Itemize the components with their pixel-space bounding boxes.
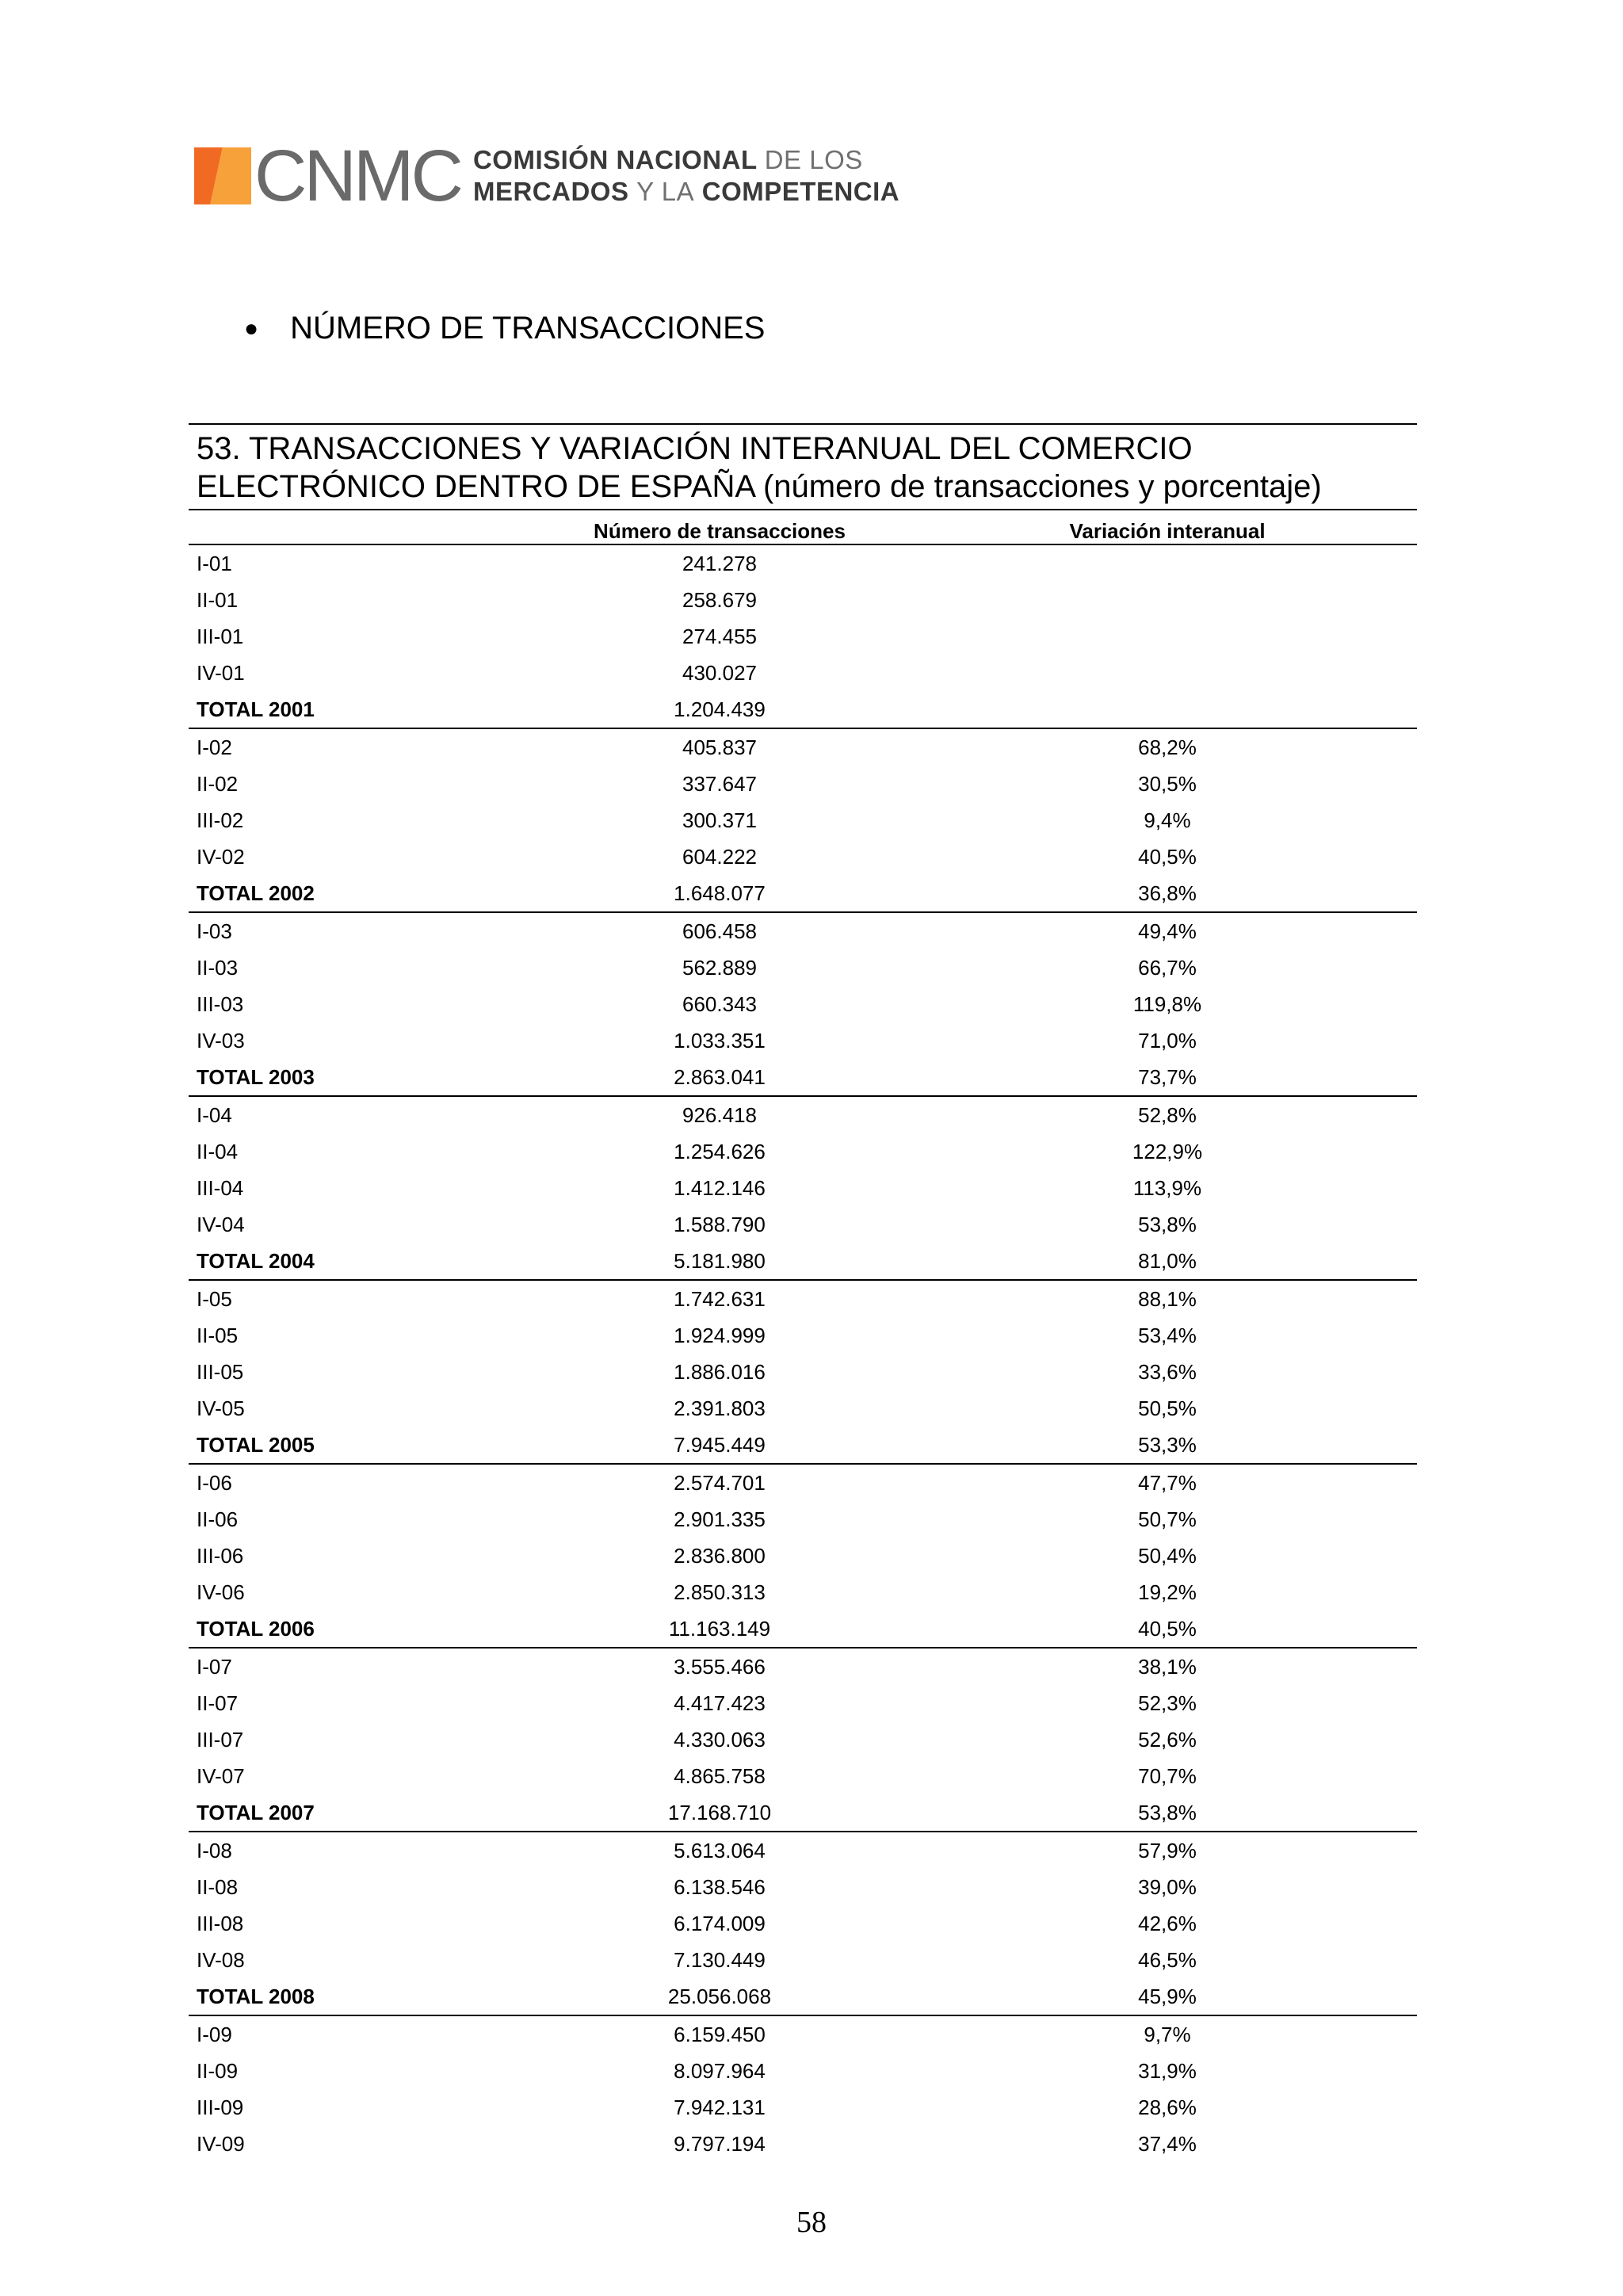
transactions-cell: 1.742.631 — [674, 1286, 766, 1311]
period-cell: III-08 — [197, 1911, 244, 1935]
variation-cell — [918, 618, 1417, 655]
period-cell: II-07 — [197, 1690, 239, 1715]
period-cell: I-09 — [197, 2022, 232, 2046]
period-cell: IV-08 — [197, 1947, 245, 1972]
transactions-cell: 2.863.041 — [521, 1059, 918, 1096]
transactions-cell: 405.837 — [682, 735, 757, 759]
transactions-cell: 1.412.146 — [674, 1175, 766, 1200]
transactions-cell: 2.850.313 — [674, 1580, 766, 1604]
table-row — [189, 986, 1417, 1022]
transactions-cell: 4.330.063 — [674, 1727, 766, 1752]
transactions-cell: 2.391.803 — [674, 1396, 766, 1420]
transactions-cell: 6.138.546 — [674, 1874, 766, 1899]
section-bullet — [244, 311, 765, 346]
table-total-row — [189, 1610, 1417, 1648]
table-row — [189, 582, 1417, 618]
variation-cell: 33,6% — [1138, 1359, 1197, 1384]
table-row — [189, 1869, 1417, 1905]
variation-cell: 70,7% — [1138, 1763, 1197, 1788]
transactions-cell: 3.555.466 — [674, 1654, 766, 1679]
period-cell: TOTAL 2008 — [189, 1978, 521, 2015]
transactions-cell: 2.836.800 — [674, 1543, 766, 1568]
table-row — [189, 1464, 1417, 1501]
variation-cell — [918, 691, 1417, 728]
transactions-cell: 337.647 — [682, 771, 757, 796]
table-total-row — [189, 1978, 1417, 2015]
table-row — [189, 1905, 1417, 1942]
period-cell: I-05 — [197, 1286, 232, 1311]
transactions-cell: 1.588.790 — [674, 1212, 766, 1236]
period-cell: III-09 — [197, 2095, 244, 2119]
table-row — [189, 1022, 1417, 1059]
period-cell: III-05 — [197, 1359, 244, 1384]
transactions-cell: 660.343 — [682, 991, 757, 1016]
transactions-cell: 11.163.149 — [521, 1610, 918, 1648]
variation-cell: 45,9% — [918, 1978, 1417, 2015]
period-cell: TOTAL 2005 — [189, 1427, 521, 1464]
transactions-cell: 5.181.980 — [521, 1243, 918, 1280]
table-row — [189, 544, 1417, 582]
variation-cell: 38,1% — [1138, 1654, 1197, 1679]
transactions-cell: 1.204.439 — [521, 691, 918, 728]
variation-cell — [918, 582, 1417, 618]
table-header-row — [189, 510, 1417, 544]
period-cell: II-06 — [197, 1507, 239, 1531]
period-cell: II-09 — [197, 2058, 239, 2083]
transactions-cell: 1.648.077 — [521, 875, 918, 912]
period-cell: IV-09 — [197, 2131, 245, 2156]
period-cell: I-03 — [197, 919, 232, 943]
variation-cell: 119,8% — [1132, 991, 1202, 1016]
period-cell: IV-03 — [197, 1028, 245, 1052]
period-cell: III-02 — [197, 808, 244, 832]
table-row — [189, 1280, 1417, 1317]
transactions-cell: 4.865.758 — [674, 1763, 766, 1788]
period-cell: I-02 — [197, 735, 232, 759]
bullet-dot-icon: ● — [244, 315, 259, 342]
table-body — [189, 544, 1417, 2162]
variation-cell: 50,5% — [1138, 1396, 1197, 1420]
period-cell: IV-04 — [197, 1212, 245, 1236]
transactions-cell: 1.886.016 — [674, 1359, 766, 1384]
transactions-cell: 562.889 — [682, 955, 757, 980]
period-cell: IV-07 — [197, 1763, 245, 1788]
table-total-row — [189, 1059, 1417, 1096]
variation-cell: 88,1% — [1138, 1286, 1197, 1311]
table-row — [189, 1133, 1417, 1170]
table-title-line-2: ELECTRÓNICO DENTRO DE ESPAÑA (número de transacciones y porcentaje) — [197, 469, 1322, 504]
table-total-row — [189, 1794, 1417, 1832]
period-cell: TOTAL 2002 — [189, 875, 521, 912]
table-row — [189, 1501, 1417, 1538]
period-cell: III-03 — [197, 991, 244, 1016]
cnmc-logo — [194, 136, 900, 216]
period-cell: I-06 — [197, 1470, 232, 1495]
variation-cell: 19,2% — [1138, 1580, 1197, 1604]
period-cell: IV-06 — [197, 1580, 245, 1604]
variation-cell: 39,0% — [1138, 1874, 1197, 1899]
table-row — [189, 1832, 1417, 1869]
transactions-cell: 1.924.999 — [674, 1323, 766, 1347]
period-cell: TOTAL 2003 — [189, 1059, 521, 1096]
variation-cell: 40,5% — [918, 1610, 1417, 1648]
header-variation: Variación interanual — [918, 510, 1417, 544]
table-row — [189, 2126, 1417, 2162]
period-cell: II-04 — [197, 1139, 239, 1163]
period-cell: III-04 — [197, 1175, 244, 1200]
transactions-cell: 604.222 — [682, 844, 757, 869]
table-row — [189, 1942, 1417, 1978]
period-cell: IV-01 — [197, 660, 245, 685]
table-row — [189, 1538, 1417, 1574]
variation-cell: 81,0% — [918, 1243, 1417, 1280]
period-cell: TOTAL 2006 — [189, 1610, 521, 1648]
table-row — [189, 1758, 1417, 1794]
transactions-cell: 430.027 — [682, 660, 757, 685]
table-row — [189, 1096, 1417, 1133]
table-row — [189, 1206, 1417, 1243]
period-cell: II-05 — [197, 1323, 239, 1347]
period-cell: III-06 — [197, 1543, 244, 1568]
variation-cell: 9,7% — [1144, 2022, 1191, 2046]
table-row — [189, 1574, 1417, 1610]
variation-cell: 50,7% — [1138, 1507, 1197, 1531]
variation-cell: 53,3% — [918, 1427, 1417, 1464]
cnmc-logo-mark-icon — [194, 147, 251, 204]
table-row — [189, 655, 1417, 691]
variation-cell: 52,6% — [1138, 1727, 1197, 1752]
table-row — [189, 2053, 1417, 2089]
transactions-table — [189, 510, 1417, 2162]
variation-cell: 49,4% — [1138, 919, 1197, 943]
variation-cell: 73,7% — [918, 1059, 1417, 1096]
transactions-cell: 926.418 — [682, 1102, 757, 1127]
table-total-row — [189, 875, 1417, 912]
table-title-line-1: 53. TRANSACCIONES Y VARIACIÓN INTERANUAL DEL COMERCIO — [197, 431, 1193, 466]
period-cell: TOTAL 2001 — [189, 691, 521, 728]
table-row — [189, 912, 1417, 949]
transactions-cell: 258.679 — [682, 587, 757, 612]
variation-cell: 53,4% — [1138, 1323, 1197, 1347]
table-row — [189, 1354, 1417, 1390]
table-row — [189, 949, 1417, 986]
table-title — [189, 423, 1417, 510]
period-cell: I-08 — [197, 1838, 232, 1862]
transactions-cell: 25.056.068 — [521, 1978, 918, 2015]
transactions-cell: 1.254.626 — [674, 1139, 766, 1163]
variation-cell: 71,0% — [1138, 1028, 1197, 1052]
period-cell: I-01 — [197, 551, 232, 575]
transactions-cell: 7.942.131 — [674, 2095, 766, 2119]
variation-cell: 52,8% — [1138, 1102, 1197, 1127]
period-cell: III-07 — [197, 1727, 244, 1752]
variation-cell: 47,7% — [1138, 1470, 1197, 1495]
table-row — [189, 1170, 1417, 1206]
table-row — [189, 618, 1417, 655]
transactions-cell: 7.130.449 — [674, 1947, 766, 1972]
variation-cell: 9,4% — [1144, 808, 1191, 832]
transactions-cell: 17.168.710 — [521, 1794, 918, 1832]
transactions-cell: 274.455 — [682, 624, 757, 648]
transactions-cell: 6.174.009 — [674, 1911, 766, 1935]
period-cell: III-01 — [197, 624, 244, 648]
logo-subtitle: COMISIÓN NACIONAL DE LOS MERCADOS Y LA COMPETENCIA — [472, 145, 900, 206]
variation-cell: 113,9% — [1132, 1175, 1202, 1200]
variation-cell: 53,8% — [1138, 1212, 1197, 1236]
table-total-row — [189, 691, 1417, 728]
transactions-cell: 7.945.449 — [521, 1427, 918, 1464]
variation-cell: 57,9% — [1138, 1838, 1197, 1862]
period-cell: IV-05 — [197, 1396, 245, 1420]
logo-wordmark: CNMC — [254, 136, 460, 216]
section-heading: NÚMERO DE TRANSACCIONES — [290, 311, 766, 346]
table-total-row — [189, 1243, 1417, 1280]
period-cell: TOTAL 2007 — [189, 1794, 521, 1832]
period-cell: II-08 — [197, 1874, 239, 1899]
table-row — [189, 1685, 1417, 1721]
table-row — [189, 728, 1417, 766]
table-row — [189, 1390, 1417, 1427]
transactions-cell: 606.458 — [682, 919, 757, 943]
variation-cell: 37,4% — [1138, 2131, 1197, 2156]
table-row — [189, 766, 1417, 802]
period-cell: I-04 — [197, 1102, 232, 1127]
variation-cell: 68,2% — [1138, 735, 1197, 759]
transactions-cell: 241.278 — [682, 551, 757, 575]
variation-cell: 40,5% — [1138, 844, 1197, 869]
period-cell: I-07 — [197, 1654, 232, 1679]
variation-cell: 122,9% — [1132, 1139, 1203, 1163]
transactions-cell: 6.159.450 — [674, 2022, 766, 2046]
page-number: 58 — [796, 2206, 827, 2239]
variation-cell: 31,9% — [1138, 2058, 1197, 2083]
variation-cell: 52,3% — [1138, 1690, 1197, 1715]
variation-cell: 46,5% — [1138, 1947, 1197, 1972]
period-cell: II-01 — [197, 587, 239, 612]
transactions-cell: 2.574.701 — [674, 1470, 766, 1495]
period-cell: IV-02 — [197, 844, 245, 869]
period-cell: TOTAL 2004 — [189, 1243, 521, 1280]
variation-cell: 42,6% — [1138, 1911, 1197, 1935]
period-cell: II-02 — [197, 771, 239, 796]
header-period — [189, 510, 521, 544]
table-row — [189, 839, 1417, 875]
variation-cell: 36,8% — [918, 875, 1417, 912]
header-transactions: Número de transacciones — [521, 510, 918, 544]
transactions-cell: 4.417.423 — [674, 1690, 766, 1715]
variation-cell: 50,4% — [1138, 1543, 1197, 1568]
table-row — [189, 802, 1417, 839]
variation-cell: 28,6% — [1138, 2095, 1197, 2119]
variation-cell — [918, 655, 1417, 691]
transactions-cell: 9.797.194 — [674, 2131, 766, 2156]
table-row — [189, 1317, 1417, 1354]
table-row — [189, 2089, 1417, 2126]
table-row — [189, 2015, 1417, 2053]
table-row — [189, 1648, 1417, 1685]
transactions-cell: 2.901.335 — [674, 1507, 766, 1531]
variation-cell: 66,7% — [1138, 955, 1197, 980]
variation-cell — [918, 544, 1417, 582]
variation-cell: 53,8% — [918, 1794, 1417, 1832]
transactions-cell: 8.097.964 — [674, 2058, 766, 2083]
table-total-row — [189, 1427, 1417, 1464]
transactions-cell: 1.033.351 — [674, 1028, 766, 1052]
transactions-cell: 300.371 — [682, 808, 757, 832]
variation-cell: 30,5% — [1138, 771, 1197, 796]
table-row — [189, 1721, 1417, 1758]
transactions-cell: 5.613.064 — [674, 1838, 766, 1862]
period-cell: II-03 — [197, 955, 239, 980]
